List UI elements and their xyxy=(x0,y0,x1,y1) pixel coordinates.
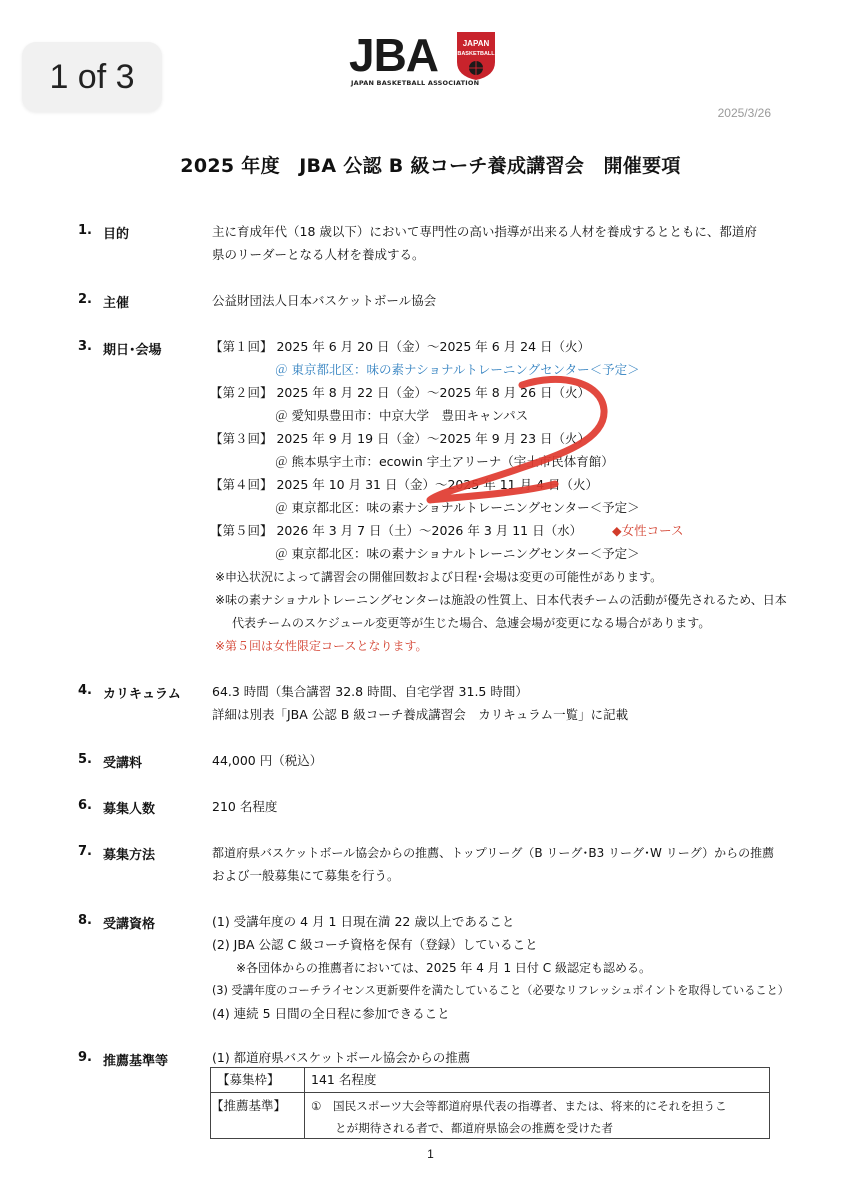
qualification-note: ※各団体からの推薦者においては、2025 年 4 月 1 日付 C 級認定も認める。 xyxy=(236,961,651,975)
section-heading: カリキュラム xyxy=(103,687,181,702)
svg-text:BASKETBALL: BASKETBALL xyxy=(457,51,495,57)
session-dates: 【第１回】 2025 年 6 月 20 日（金）～2025 年 6 月 24 日（火） xyxy=(210,339,591,354)
section-number: 8. xyxy=(78,913,92,928)
document-date: 2025/3/26 xyxy=(717,106,771,120)
note: ※味の素ナショナルトレーニングセンターは施設の性質上、日本代表チームの活動が優先されるため、日本 xyxy=(215,593,787,607)
qualification-item: (3) 受講年度のコーチライセンス更新要件を満たしていること（必要なリフレッシュポイントを取得していること） xyxy=(212,984,789,997)
session-dates: 【第４回】 2025 年 10 月 31 日（金）～2025 年 11 月 4 日（火） xyxy=(210,477,599,492)
logo-wordmark: JBA xyxy=(349,29,439,81)
session-dates: 【第３回】 2025 年 9 月 19 日（金）～2025 年 9 月 23 日（火） xyxy=(210,431,591,446)
section-heading: 受講料 xyxy=(103,756,143,771)
page-counter: 1 of 3 xyxy=(22,42,162,112)
session-dates: 【第２回】 2025 年 8 月 22 日（金）～2025 年 8 月 26 日（火） xyxy=(210,385,591,400)
section-heading: 募集人数 xyxy=(103,802,156,817)
note-women-only: ※第５回は女性限定コースとなります。 xyxy=(215,639,428,653)
section-text: 主に育成年代（18 歳以下）において専門性の高い指導が出来る人材を養成するとともに、都道府 xyxy=(212,224,757,239)
table-header-quota: 【募集枠】 xyxy=(217,1072,280,1087)
logo-subtitle: JAPAN BASKETBALL ASSOCIATION xyxy=(351,79,480,87)
session-venue: ＠ 東京都北区：味の素ナショナルトレーニングセンター＜予定＞ xyxy=(275,362,640,377)
jba-logo xyxy=(345,28,505,90)
section-number: 7. xyxy=(78,844,92,859)
session-venue: ＠ 熊本県宇土市：ecowin 宇土アリーナ（宇土市民体育館） xyxy=(275,454,614,469)
section-number: 3. xyxy=(78,339,92,354)
section-number: 5. xyxy=(78,752,92,767)
table-cell-criteria: とが期待される者で、都道府県協会の推薦を受けた者 xyxy=(335,1121,614,1135)
session-venue: ＠ 愛知県豊田市：中京大学 豊田キャンパス xyxy=(275,408,529,423)
section-text: 44,000 円（税込） xyxy=(212,753,323,768)
section-heading: 主催 xyxy=(103,296,130,311)
logo-shield-icon xyxy=(455,30,497,82)
section-text: 64.3 時間（集合講習 32.8 時間、自宅学習 31.5 時間） xyxy=(212,684,528,699)
section-number: 2. xyxy=(78,292,92,307)
qualification-item: (4) 連続 5 日間の全日程に参加できること xyxy=(212,1006,450,1021)
session-venue: ＠ 東京都北区：味の素ナショナルトレーニングセンター＜予定＞ xyxy=(275,546,640,561)
section-heading: 受講資格 xyxy=(103,917,156,932)
section-number: 9. xyxy=(78,1050,92,1065)
section-text: 県のリーダーとなる人材を養成する。 xyxy=(212,247,425,262)
section-heading: 推薦基準等 xyxy=(103,1054,169,1069)
recommendation-table xyxy=(210,1067,770,1139)
section-heading: 目的 xyxy=(103,227,130,242)
qualification-item: (2) JBA 公認 C 級コーチ資格を保有（登録）していること xyxy=(212,937,538,952)
section-number: 6. xyxy=(78,798,92,813)
svg-text:JAPAN: JAPAN xyxy=(462,39,490,48)
note: 代表チームのスケジュール変更等が生じた場合、急遽会場が変更になる場合があります。 xyxy=(232,616,711,630)
page-number: 1 xyxy=(427,1147,434,1161)
section-text: 公益財団法人日本バスケットボール協会 xyxy=(212,293,437,308)
session-dates: 【第５回】 2026 年 3 月 7 日（土）～2026 年 3 月 11 日（水） xyxy=(210,523,583,538)
table-cell-criteria: ① 国民スポーツ大会等都道府県代表の指導者、または、将来的にそれを担うこ xyxy=(311,1099,727,1113)
section-text: 都道府県バスケットボール協会からの推薦、トップリーグ（B リーグ･B3 リーグ･W リーグ）からの推薦 xyxy=(212,846,775,860)
section-number: 1. xyxy=(78,223,92,238)
section-text: 210 名程度 xyxy=(212,799,278,814)
section-text: 詳細は別表「JBA 公認 B 級コーチ養成講習会 カリキュラム一覧」に記載 xyxy=(212,707,629,722)
table-cell-quota: 141 名程度 xyxy=(311,1072,377,1087)
section-text: および一般募集にて募集を行う。 xyxy=(212,868,400,883)
qualification-item: (1) 受講年度の 4 月 1 日現在満 22 歳以上であること xyxy=(212,914,515,929)
section-number: 4. xyxy=(78,683,92,698)
section-text: (1) 都道府県バスケットボール協会からの推薦 xyxy=(212,1050,471,1065)
women-course-tag: ◆女性コース xyxy=(612,523,684,538)
session-venue: ＠ 東京都北区：味の素ナショナルトレーニングセンター＜予定＞ xyxy=(275,500,640,515)
note: ※申込状況によって講習会の開催回数および日程･会場は変更の可能性があります。 xyxy=(215,570,663,584)
section-heading: 募集方法 xyxy=(103,848,156,863)
section-heading: 期日･会場 xyxy=(103,343,162,358)
table-header-criteria: 【推薦基準】 xyxy=(211,1098,287,1113)
document-title: 2025 年度 JBA 公認 B 級コーチ養成講習会 開催要項 xyxy=(180,155,681,177)
